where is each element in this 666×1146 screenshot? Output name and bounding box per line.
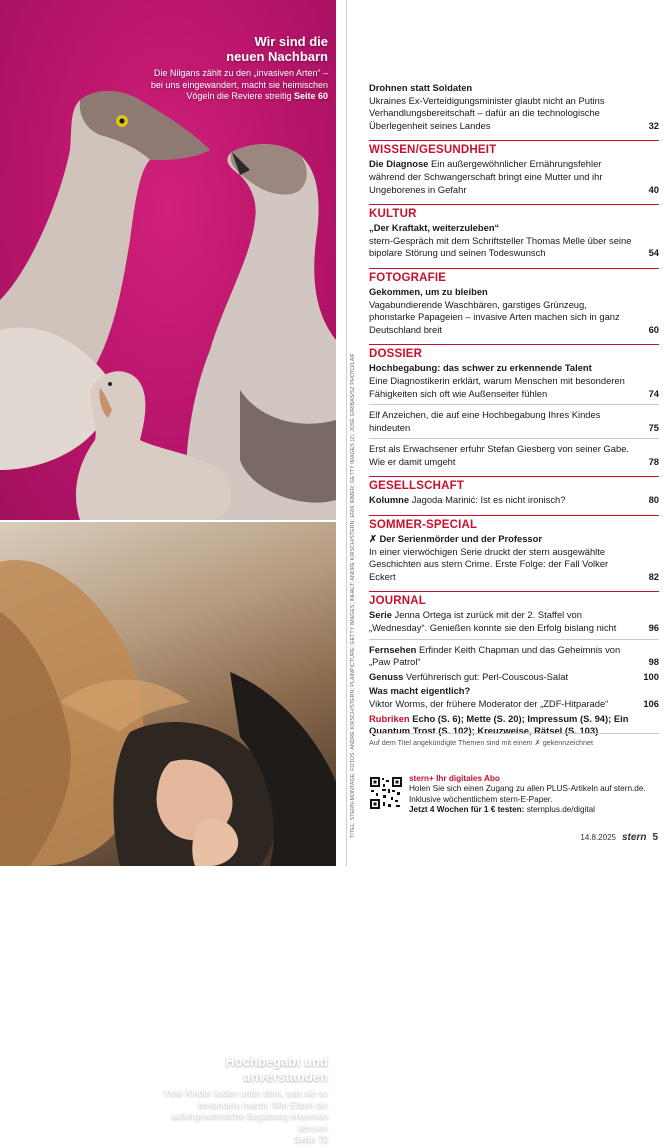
entry-separator	[369, 404, 659, 405]
qr-code[interactable]	[369, 776, 403, 810]
section-heading: SOMMER-SPECIAL	[369, 515, 659, 531]
abo-description: Holen Sie sich einen Zugang zu allen PLUS-Artikeln auf stern.de. Inklusive wöchentlichem stern-E-Paper.	[409, 784, 646, 804]
hochbegabt-teaser-body: Viele Kinder leiden unter dem, was sie so besonders macht. Wie Eltern die außergewöhnliche Begabung erkennen können	[163, 1088, 328, 1133]
toc-entry-text: Verführerisch gut: Perl-Couscous-Salat	[406, 670, 569, 682]
toc-entry[interactable]	[369, 286, 659, 336]
issue-date: 14.8.2025	[580, 833, 616, 842]
photo-credit	[350, 318, 360, 838]
photo-credit-text: TITEL: STERN-MONTAGE; FOTOS: ANDRE KIRSCH/STERN; PLAINPICTURE; GETTY IMAGES; INHALT: ANDRE KIRSCH/STERN; ERIK IRMER; GETTY IMAGES (2); JOSE GIRIBAS/SZ PHOTO/LAIF	[350, 352, 356, 838]
geese-photo	[0, 0, 336, 520]
toc-entry-text: Viktor Worms, der frühere Moderator der „ZDF-Hitparade“	[369, 698, 609, 709]
entry-separator	[369, 438, 659, 439]
section-heading: WISSEN/GESUNDHEIT	[369, 140, 659, 156]
geese-teaser-page: Seite 60	[293, 91, 328, 101]
toc-entry-page: 100	[643, 670, 659, 682]
toc-entry-page: 75	[648, 421, 659, 433]
toc-entry-page: 54	[648, 247, 659, 259]
entry-separator	[369, 639, 659, 640]
rubriken-text: Echo (S. 6); Mette (S. 20); Impressum (S. 94); Ein Quantum Trost (S. 102); Kreuzweise, Rätsel (S. 103)	[369, 712, 629, 737]
hochbegabt-teaser-page: Seite 72	[293, 1134, 328, 1144]
section-heading: FOTOGRAFIE	[369, 268, 659, 284]
toc-entry[interactable]	[369, 609, 659, 634]
toc-entry-lead: Gekommen, um zu bleiben	[369, 285, 488, 297]
geese-teaser[interactable]	[148, 34, 328, 103]
toc-entry-text: Jagoda Marinić: Ist es nicht ironisch?	[411, 494, 566, 506]
page-number: 5	[652, 832, 658, 843]
toc-entry-page: 74	[648, 387, 659, 399]
toc-entry-page: 32	[648, 119, 659, 131]
toc-entry-page: 60	[648, 323, 659, 335]
toc-entry-lead: Fernsehen	[369, 643, 417, 655]
abo-title: stern+ Ihr digitales Abo	[409, 774, 500, 783]
toc-entry[interactable]	[369, 362, 659, 400]
hochbegabt-teaser[interactable]	[148, 1054, 328, 1146]
geese-teaser-text	[148, 68, 328, 103]
section-heading: KULTUR	[369, 204, 659, 220]
brand-logo: stern	[621, 832, 647, 843]
page-footer	[580, 832, 658, 843]
toc-entry-text: Ein außergewöhnlicher Ernährungsfehler während der Schwangerschaft bringt eine Mutter und ihr Ungeborenes in Gefahr	[369, 158, 603, 195]
hochbegabt-teaser-title-line1: Hochbegabt und	[225, 1054, 328, 1069]
toc-entry-text: Erfinder Keith Chapman und das Geheimnis von „Paw Patrol“	[369, 643, 621, 668]
toc-entry-page: 40	[648, 183, 659, 195]
toc-entry-text: Erst als Erwachsener erfuhr Stefan Giesberg von seiner Gabe. Wie er damit umgeht	[369, 443, 630, 467]
toc-entry-page: 106	[643, 698, 659, 709]
toc-entry-lead: Drohnen statt Soldaten	[369, 82, 473, 93]
section-heading: JOURNAL	[369, 591, 659, 607]
toc-entry-page: 96	[648, 622, 659, 634]
toc-entry-lead: Kolumne	[369, 494, 410, 506]
toc-entry[interactable]	[369, 222, 659, 260]
abo-text	[409, 774, 659, 816]
table-of-contents	[369, 82, 659, 738]
hochbegabt-teaser-text	[148, 1088, 328, 1146]
geese-teaser-title-line1: Wir sind die	[254, 34, 328, 49]
geese-teaser-title-line2: neuen Nachbarn	[226, 49, 328, 64]
toc-entry-page: 80	[648, 494, 659, 506]
toc-entry-text: Elf Anzeichen, die auf eine Hochbegabung Ihres Kindes hindeuten	[369, 409, 601, 433]
toc-entry-lead: „Der Kraftakt, weiterzuleben“	[369, 222, 500, 234]
toc-entry-page: 78	[648, 455, 659, 467]
toc-entry[interactable]	[369, 158, 659, 196]
toc-entry-text: Eine Diagnostikerin erklärt, warum Menschen mit besonderen Fähigkeiten sich oft wie Außenseiter fühlen	[369, 374, 625, 399]
hochbegabt-teaser-title-line2: unverstanden	[242, 1069, 328, 1084]
section-heading: GESELLSCHAFT	[369, 476, 659, 492]
toc-entry[interactable]	[369, 409, 659, 434]
toc-entry-lead: Serie	[369, 609, 392, 621]
abo-url-link[interactable]: sternplus.de/digital	[526, 805, 595, 815]
toc-entry[interactable]	[369, 685, 659, 710]
toc-entry-text: Jenna Ortega ist zurück mit der 2. Staffel von „Wednesday“. Genießen konnte sie den Erfolg bislang nicht	[369, 609, 617, 634]
abo-promo[interactable]	[369, 774, 659, 824]
toc-entry-lead: ✗ Der Serienmörder und der Professor	[369, 533, 543, 545]
hug-photo	[0, 522, 336, 1144]
toc-entry[interactable]	[369, 644, 659, 669]
abo-cta: Jetzt 4 Wochen für 1 € testen:	[409, 805, 525, 815]
hug-illustration	[0, 522, 336, 866]
toc-entry-lead: Die Diagnose	[369, 158, 429, 170]
toc-entry-page: 98	[648, 656, 659, 668]
toc-entry-text: Vagabundierende Waschbären, garstiges Grünzeug, phonstarke Papageien – invasive Arten machen sich in ganz Deutschland breit	[369, 298, 620, 335]
hochbegabt-teaser-title	[148, 1054, 328, 1084]
toc-entry[interactable]	[369, 494, 659, 507]
toc-entry-text: In einer vierwöchigen Serie druckt der stern ausgewählte Geschichten aus stern Crime. Erste Folge: der Fall Volker Eckert	[369, 545, 609, 582]
rubriken-label: Rubriken	[369, 712, 410, 724]
section-heading: DOSSIER	[369, 344, 659, 360]
toc-entry[interactable]	[369, 443, 659, 468]
toc-entry-lead: Hochbegabung: das schwer zu erkennende Talent	[369, 362, 592, 374]
qr-code-icon	[369, 776, 403, 810]
toc-entry-text: Ukraines Ex-Verteidigungsminister glaubt nicht an Putins Verhandlungsbereitschaft – dafür an die technologische Überlegenheit seines Landes	[369, 94, 605, 131]
geese-teaser-title	[148, 34, 328, 64]
cover-topics-note: Auf dem Titel angekündigte Themen sind mit einem ✗ gekennzeichnet	[369, 733, 659, 747]
geese-teaser-body: Die Nilgans zählt zu den „invasiven Arten“ – bei uns eingewandert, macht sie heimischen Vögeln die Reviere streitig	[150, 68, 328, 101]
toc-entry[interactable]	[369, 533, 659, 583]
toc-entry-page: 82	[648, 570, 659, 582]
toc-entry[interactable]	[369, 671, 659, 684]
toc-entry[interactable]	[369, 82, 659, 132]
toc-entry-text: stern-Gespräch mit dem Schriftsteller Thomas Melle über seine bipolare Störung und seinen Todeswunsch	[369, 234, 632, 259]
column-divider	[346, 0, 347, 866]
toc-entry-lead: Genuss	[369, 670, 404, 682]
toc-entry-lead: Was macht eigentlich?	[369, 685, 471, 697]
